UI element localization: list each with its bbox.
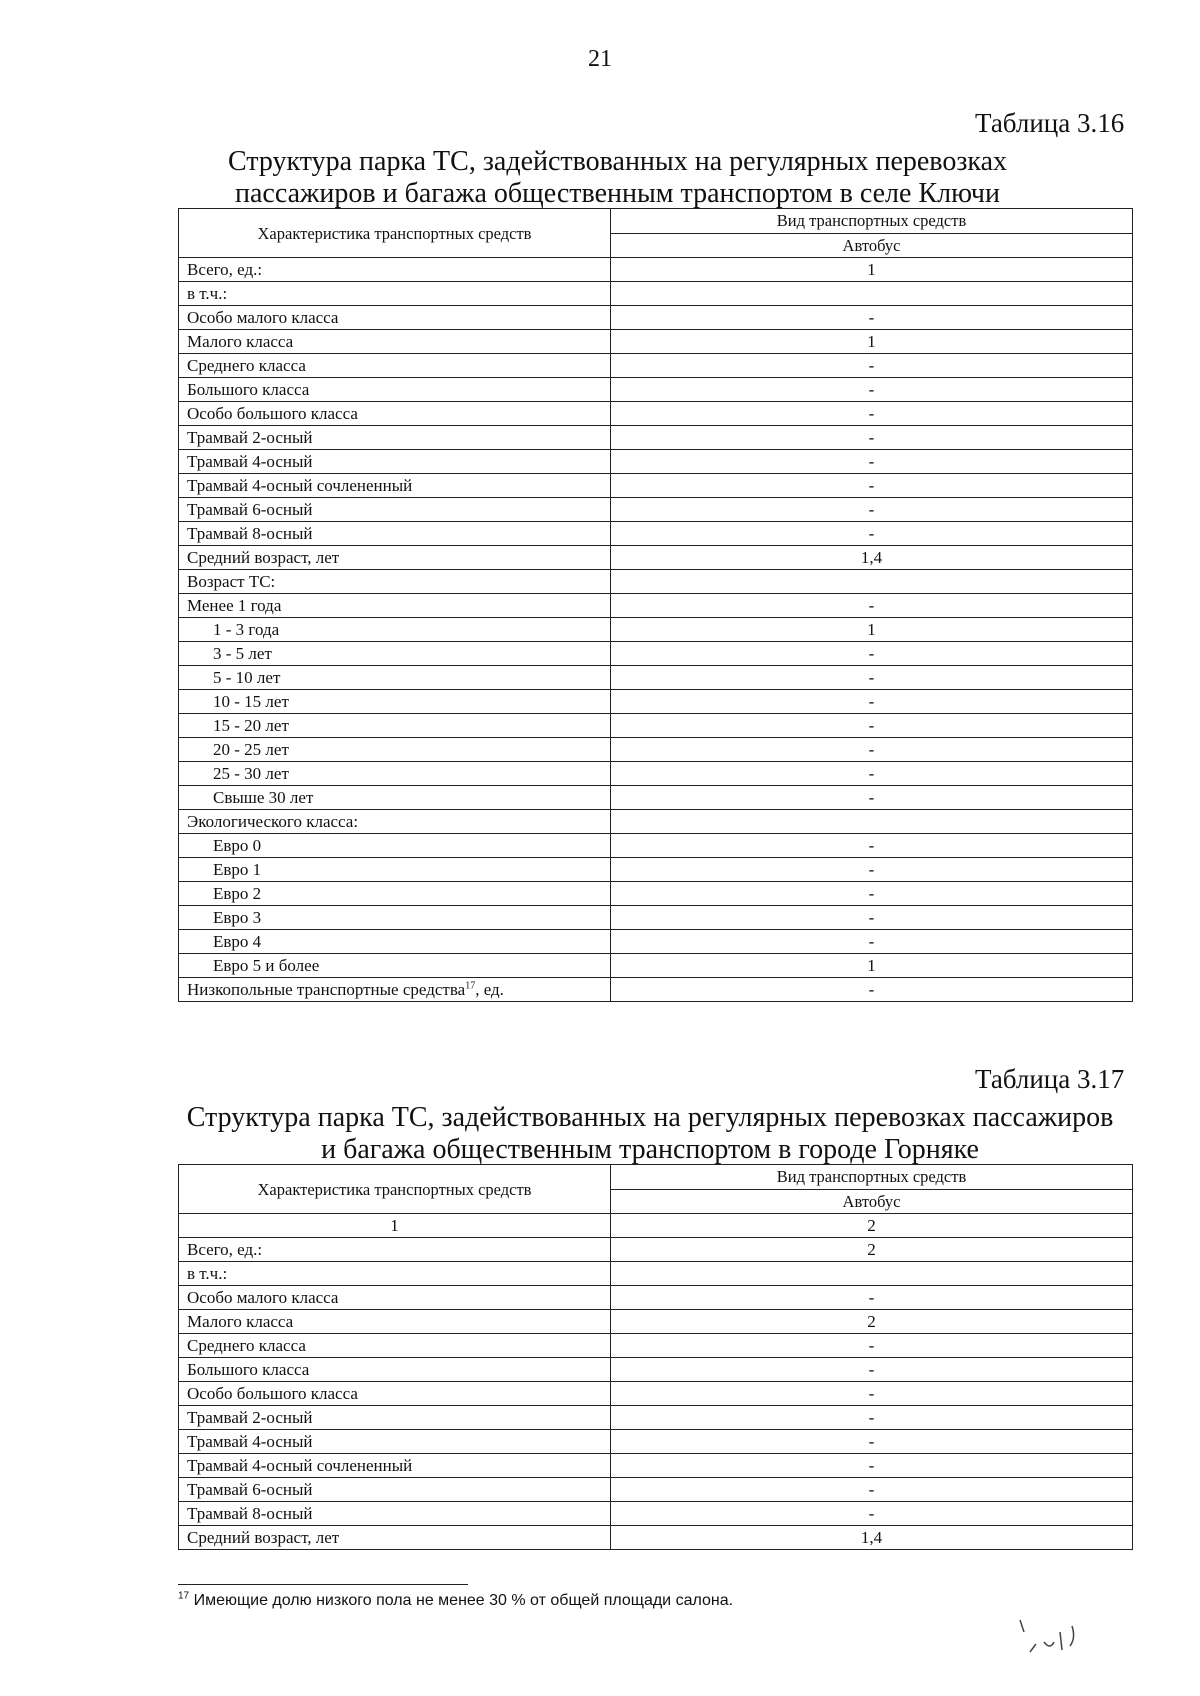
row-value: - xyxy=(611,978,1133,1002)
table-row xyxy=(179,1334,1133,1358)
row-value: - xyxy=(611,1502,1133,1526)
table-row xyxy=(179,1310,1133,1334)
footnote xyxy=(178,1592,733,1610)
row-label: Особо большого класса xyxy=(179,402,611,426)
row-value: 2 xyxy=(611,1310,1133,1334)
row-value: - xyxy=(611,786,1133,810)
row-label: Большого класса xyxy=(179,1358,611,1382)
table-row xyxy=(179,1454,1133,1478)
table-row xyxy=(179,1358,1133,1382)
row-value: - xyxy=(611,762,1133,786)
row-value: 1,4 xyxy=(611,546,1133,570)
row-value: - xyxy=(611,378,1133,402)
row-label: Особо большого класса xyxy=(179,1382,611,1406)
header-bus: Автобус xyxy=(611,233,1133,258)
table-row xyxy=(179,1478,1133,1502)
row-label: 15 - 20 лет xyxy=(179,714,611,738)
table-row xyxy=(179,906,1133,930)
row-label: Особо малого класса xyxy=(179,1286,611,1310)
table-row xyxy=(179,378,1133,402)
row-label: Свыше 30 лет xyxy=(179,786,611,810)
footnote-ref: 17 xyxy=(465,980,476,992)
row-value: 1 xyxy=(611,330,1133,354)
row-label: Особо малого класса xyxy=(179,306,611,330)
row-label: Малого класса xyxy=(179,1310,611,1334)
row-value: - xyxy=(611,1334,1133,1358)
footnote-text: Имеющие долю низкого пола не менее 30 % от общей площади салона. xyxy=(189,1592,734,1609)
table-row xyxy=(179,666,1133,690)
page-number: 21 xyxy=(588,46,612,72)
column-number-1: 1 xyxy=(179,1214,611,1238)
table-row xyxy=(179,1406,1133,1430)
row-value: - xyxy=(611,1478,1133,1502)
row-label: Средний возраст, лет xyxy=(179,1526,611,1550)
header-vehicle-type: Вид транспортных средств xyxy=(611,1165,1133,1190)
table-row xyxy=(179,978,1133,1002)
table-row xyxy=(179,282,1133,306)
row-label: Трамвай 8-осный xyxy=(179,522,611,546)
table-row xyxy=(179,642,1133,666)
table-row xyxy=(179,738,1133,762)
column-number-row xyxy=(179,1214,1133,1238)
table-row xyxy=(179,594,1133,618)
table-row xyxy=(179,882,1133,906)
table-row xyxy=(179,1526,1133,1550)
row-label: Большого класса xyxy=(179,378,611,402)
row-label: Евро 3 xyxy=(179,906,611,930)
row-label: Всего, ед.: xyxy=(179,258,611,282)
row-label: Малого класса xyxy=(179,330,611,354)
table-row xyxy=(179,474,1133,498)
row-value: - xyxy=(611,642,1133,666)
row-label: Евро 4 xyxy=(179,930,611,954)
table-row xyxy=(179,426,1133,450)
row-value: - xyxy=(611,690,1133,714)
row-label: 3 - 5 лет xyxy=(179,642,611,666)
row-value: - xyxy=(611,354,1133,378)
header-bus: Автобус xyxy=(611,1189,1133,1214)
row-label: Всего, ед.: xyxy=(179,1238,611,1262)
row-value xyxy=(611,282,1133,306)
table-3-17-label: Таблица 3.17 xyxy=(975,1064,1125,1094)
row-value: - xyxy=(611,930,1133,954)
table-row xyxy=(179,330,1133,354)
row-value xyxy=(611,810,1133,834)
row-value: 1,4 xyxy=(611,1526,1133,1550)
row-value: 1 xyxy=(611,258,1133,282)
row-label: Трамвай 8-осный xyxy=(179,1502,611,1526)
row-value: - xyxy=(611,882,1133,906)
row-label: Менее 1 года xyxy=(179,594,611,618)
row-value: - xyxy=(611,1358,1133,1382)
table-row xyxy=(179,954,1133,978)
table-row xyxy=(179,1238,1133,1262)
column-number-2: 2 xyxy=(611,1214,1133,1238)
row-label: Евро 5 и более xyxy=(179,954,611,978)
table-row xyxy=(179,498,1133,522)
table-row xyxy=(179,1502,1133,1526)
table-row xyxy=(179,570,1133,594)
table-row xyxy=(179,1262,1133,1286)
table-3-16 xyxy=(178,208,1133,1002)
row-value xyxy=(611,570,1133,594)
header-characteristic: Характеристика транспортных средств xyxy=(179,209,611,258)
row-label: в т.ч.: xyxy=(179,282,611,306)
row-value: - xyxy=(611,498,1133,522)
table-row xyxy=(179,618,1133,642)
table-row xyxy=(179,306,1133,330)
row-value: - xyxy=(611,426,1133,450)
row-label: Евро 2 xyxy=(179,882,611,906)
table-row xyxy=(179,810,1133,834)
header-characteristic: Характеристика транспортных средств xyxy=(179,1165,611,1214)
row-value: - xyxy=(611,1454,1133,1478)
row-value: 2 xyxy=(611,1238,1133,1262)
row-value: - xyxy=(611,1406,1133,1430)
row-value: - xyxy=(611,306,1133,330)
table-3-17-title xyxy=(160,1102,1140,1166)
row-label: Трамвай 4-осный сочлененный xyxy=(179,474,611,498)
row-value: - xyxy=(611,738,1133,762)
table-3-16-title xyxy=(175,146,1060,210)
row-label: 1 - 3 года xyxy=(179,618,611,642)
table-row xyxy=(179,1382,1133,1406)
row-label: Трамвай 4-осный xyxy=(179,1430,611,1454)
row-value: - xyxy=(611,714,1133,738)
table-row xyxy=(179,1430,1133,1454)
row-label: Трамвай 6-осный xyxy=(179,498,611,522)
table-row xyxy=(179,546,1133,570)
table-row xyxy=(179,930,1133,954)
table-header-row xyxy=(179,209,1133,234)
row-label: Трамвай 6-осный xyxy=(179,1478,611,1502)
row-label: в т.ч.: xyxy=(179,1262,611,1286)
table-row xyxy=(179,834,1133,858)
row-label: Евро 0 xyxy=(179,834,611,858)
table-row xyxy=(179,714,1133,738)
row-label: Трамвай 2-осный xyxy=(179,1406,611,1430)
row-label: Среднего класса xyxy=(179,1334,611,1358)
header-vehicle-type: Вид транспортных средств xyxy=(611,209,1133,234)
handwritten-marks xyxy=(1000,1612,1120,1672)
row-label: Евро 1 xyxy=(179,858,611,882)
row-label: Низкопольные транспортные средства$^{17}$, ед. xyxy=(179,978,611,1002)
row-label: 20 - 25 лет xyxy=(179,738,611,762)
row-value: - xyxy=(611,1382,1133,1406)
table-row xyxy=(179,762,1133,786)
row-value: - xyxy=(611,450,1133,474)
table-row xyxy=(179,258,1133,282)
table-row xyxy=(179,690,1133,714)
row-label: Возраст ТС: xyxy=(179,570,611,594)
row-label: 25 - 30 лет xyxy=(179,762,611,786)
row-value: - xyxy=(611,402,1133,426)
row-label: Среднего класса xyxy=(179,354,611,378)
table-3-16-title-line-2: пассажиров и багажа общественным транспортом в селе Ключи xyxy=(235,178,1000,209)
row-label: Трамвай 4-осный сочлененный xyxy=(179,1454,611,1478)
row-value: - xyxy=(611,858,1133,882)
table-3-16-label: Таблица 3.16 xyxy=(975,108,1125,138)
row-value xyxy=(611,1262,1133,1286)
table-3-17-title-line-1: Структура парка ТС, задействованных на регулярных перевозках пассажиров xyxy=(186,1102,1114,1133)
row-value: - xyxy=(611,1286,1133,1310)
row-value: - xyxy=(611,594,1133,618)
row-label: Средний возраст, лет xyxy=(179,546,611,570)
table-row xyxy=(179,354,1133,378)
table-3-16-title-line-1: Структура парка ТС, задействованных на регулярных перевозках xyxy=(227,146,1008,177)
footnote-divider xyxy=(178,1584,468,1585)
table-header-row xyxy=(179,1165,1133,1190)
row-label: 5 - 10 лет xyxy=(179,666,611,690)
table-3-17-title-line-2: и багажа общественным транспортом в городе Горняке xyxy=(321,1134,979,1165)
table-row xyxy=(179,450,1133,474)
table-row xyxy=(179,858,1133,882)
table-row xyxy=(179,522,1133,546)
row-value: 1 xyxy=(611,618,1133,642)
table-row xyxy=(179,402,1133,426)
table-3-17 xyxy=(178,1164,1133,1550)
row-value: - xyxy=(611,474,1133,498)
row-label: 10 - 15 лет xyxy=(179,690,611,714)
table-row xyxy=(179,1286,1133,1310)
footnote-number: 17 xyxy=(178,1590,190,1602)
row-value: - xyxy=(611,834,1133,858)
table-row xyxy=(179,786,1133,810)
row-value: 1 xyxy=(611,954,1133,978)
row-label: Трамвай 2-осный xyxy=(179,426,611,450)
row-label: Экологического класса: xyxy=(179,810,611,834)
row-value: - xyxy=(611,666,1133,690)
row-value: - xyxy=(611,906,1133,930)
row-label: Трамвай 4-осный xyxy=(179,450,611,474)
row-value: - xyxy=(611,1430,1133,1454)
row-value: - xyxy=(611,522,1133,546)
